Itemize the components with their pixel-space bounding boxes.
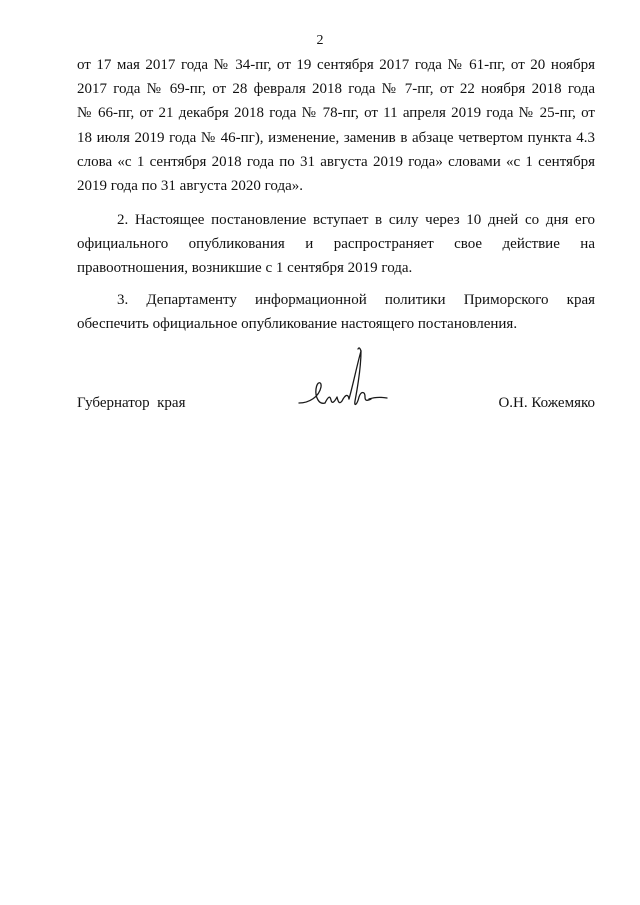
text-line: 3. Департаменту информационной политики Приморского края: [117, 292, 595, 308]
text-line: правоотношения, возникшие с 1 сентября 2019 года.: [77, 260, 413, 277]
item-2-paragraph: [77, 208, 595, 281]
text-line: официального опубликования и распространяет свое действие на: [77, 236, 595, 253]
text-line: 2. Настоящее постановление вступает в силу через 10 дней со дня его: [117, 212, 595, 228]
text-line: слова «с 1 сентября 2018 года по 31 августа 2019 года» словами «с 1 сентября: [77, 153, 595, 170]
text-line: № 66-пг, от 21 декабря 2018 года № 78-пг, от 11 апреля 2019 года № 25-пг, от: [77, 105, 595, 122]
signatory-name: О.Н. Кожемяко: [498, 395, 595, 411]
text-line: 2019 года по 31 августа 2020 года».: [77, 177, 303, 194]
handwritten-signature: [295, 345, 395, 415]
text-line: 18 июля 2019 года № 46-пг), изменение, заменив в абзаце четвертом пункта 4.3: [77, 129, 595, 146]
text-line: 2017 года № 69-пг, от 28 февраля 2018 года № 7-пг, от 22 ноября 2018 года: [77, 81, 595, 98]
signatory-title: Губернатор края: [77, 395, 186, 411]
amendment-paragraph: [77, 53, 595, 198]
text-line: от 17 мая 2017 года № 34-пг, от 19 сентября 2017 года № 61-пг, от 20 ноября: [77, 57, 595, 73]
text-line: обеспечить официальное опубликование настоящего постановления.: [77, 316, 518, 333]
page-number: 2: [316, 33, 324, 48]
item-3-paragraph: [77, 288, 595, 336]
